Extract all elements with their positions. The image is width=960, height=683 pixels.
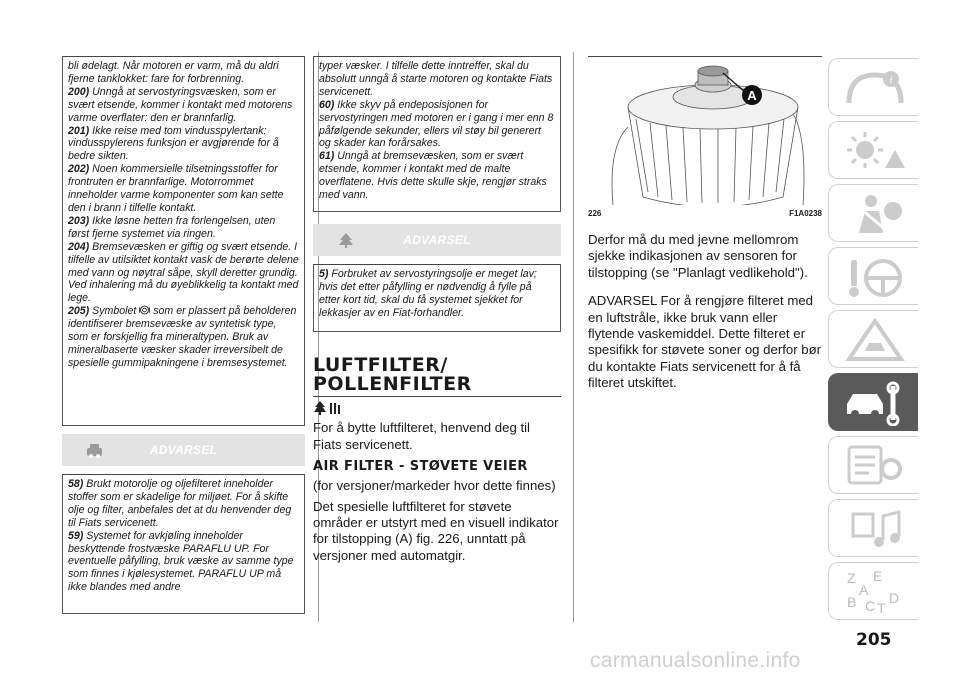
warning-header [313, 224, 561, 256]
tab-maintenance[interactable] [828, 373, 918, 431]
subheading: AIR FILTER - STØVETE VEIER [313, 459, 528, 475]
warning-lights-icon [843, 128, 907, 174]
caution-note: 201) Ikke reise med tom vindusspylertank: vindusspylerens funksjon er avgjørende for å bedre sikten. [68, 124, 279, 163]
air-filter-illustration [588, 57, 822, 205]
tab-starting[interactable] [828, 247, 918, 305]
svg-text:B: B [847, 594, 857, 610]
section-heading-line1: LUFTFILTER/ [313, 354, 448, 376]
warning-note: 59) Systemet for avkjøling inneholder beskyttende frostvæske PARAFLU UP. For eventuelle påfylling, bruk væske av samme type som finnes i kjølesystemet. PARAFLU UP må ikke blandes med andre [68, 529, 294, 594]
right-body [588, 232, 822, 392]
svg-text:D: D [889, 590, 900, 606]
body-text: ADVARSEL For å rengjøre filteret med en luftstråle, ikke bruk vann eller flytende vaskemiddel. Dette filteret er spesifikk for støvete soner og derfor bør du kontakte Fiats servicenett for å få filteret utskiftet. [588, 293, 822, 391]
tab-emergency[interactable] [828, 310, 918, 368]
note-number: 205) [68, 305, 90, 318]
technical-data-icon [843, 443, 907, 489]
svg-text:C: C [865, 598, 876, 614]
tab-multimedia[interactable] [828, 499, 918, 557]
note-number: 202) [68, 163, 90, 176]
note-number: 201) [68, 124, 90, 137]
svg-text:A: A [859, 582, 869, 598]
caution-notes-box [62, 56, 305, 426]
body-text: For å bytte luftfilteret, henvend deg til Fiats servicenett. [313, 420, 530, 452]
section-body [313, 400, 561, 564]
note-number: 200) [68, 85, 90, 98]
emergency-icon [843, 317, 907, 363]
column-separator [573, 52, 574, 622]
caution-notes-box [313, 56, 561, 212]
warning-note: 5) Forbruket av servostyringsolje er meget lav; hvis det etter påfylling er nødvendig å fylle på etter kort tid, skal du få systemet sjekket for lekkasjer av en Fiat-forhandler. [319, 268, 537, 319]
figure-number: 226 [588, 209, 602, 218]
body-text: Det spesielle luftfilteret for støvete områder er utstyrt med en visuell indikator for tilstopping (A) fig. 226, unntatt på versjoner med automatgir. [313, 498, 559, 563]
continued-text: typer væsker. I tilfelle dette inntreffer, skal du absolutt unngå å starte motoren og kontakte Fiats servicenett. [319, 60, 553, 98]
note-number: 60) [319, 98, 335, 111]
body-text: Derfor må du med jevne mellomrom sjekke indikasjonen av sensoren for tilstopping (se "Planlagt vedlikehold"). [588, 232, 808, 280]
body-text: (for versjoner/markeder hvor dette finnes) [313, 478, 556, 494]
caution-note: 202) Noen kommersielle tilsetningsstoffer for frontruten er brannfarlige. Motorrommet inneholder varme komponenter som kan sette den i brann i tilfelle kontakt. [68, 163, 284, 214]
brake-fluid-icon [139, 305, 150, 315]
svg-text:i: i [889, 74, 893, 86]
caution-note: 204) Bremsevæsken er giftig og svært etsende. I tilfelle av utilsiktet kontakt vask de berørte delene med vann og nøytral såpe, skyll deretter grundig. Ved inhalering må du øyeblikkelig ta kontakt med lege. [68, 240, 299, 305]
left-column [62, 56, 305, 614]
note-number: 58) [68, 478, 84, 490]
warning-box [313, 264, 561, 332]
caution-note: 60) Ikke skyv på endeposisjonen for servostyringen med motoren er i gang i mer enn 8 påfølgende sekunder, ellers vil støy bil generert og skader kan forårsakes. [319, 98, 554, 150]
caution-note: 200) Unngå at servostyringsvæsken, som er svært etsende, kommer i kontakt med motorens varme overflater: den er brannfarlig. [68, 85, 293, 124]
tab-technical-data[interactable] [828, 436, 918, 494]
dashboard-info-icon [843, 65, 907, 111]
watermark: carmanualsonline.info [590, 649, 801, 672]
callout-a: A [747, 88, 757, 103]
warning-title: ADVARSEL [403, 233, 471, 247]
svg-text:T: T [877, 600, 886, 615]
note-number: 61) [319, 150, 335, 163]
note-205: 205) Symbolet som er plassert på beholderen identifiserer bremsevæske av syntetisk type, som er forskjellig fra mineraltypen. Bruk av mineralbaserte væsker skader irreversibelt de spesielle gummipakningene i bremsesystemet. [68, 305, 297, 369]
right-column [588, 56, 822, 392]
section-heading-block [313, 356, 561, 397]
page-number: 205 [856, 630, 892, 650]
figure-caption [588, 209, 822, 218]
figure-air-filter [588, 56, 822, 205]
intro-text: bli ødelagt. Når motoren er varm, må du aldri fjerne tanklokket: fare for forbrenning. [68, 60, 279, 85]
middle-column [313, 56, 561, 564]
svg-text:E: E [873, 569, 883, 584]
tree-icon [313, 400, 343, 416]
maintenance-icon [843, 380, 907, 426]
warning-note: 58) Brukt motorolje og oljefilteret inneholder stoffer som er skadelige for miljøet. For å skifte olje og filter, anbefales det at du henvender deg til Fiats servicenett. [68, 478, 292, 529]
index-icon [843, 569, 907, 615]
starting-driving-icon [843, 254, 907, 300]
warning-box [62, 474, 305, 614]
note-number: 59) [68, 529, 84, 542]
chapter-tabs [828, 58, 918, 625]
tab-dashboard[interactable] [828, 58, 918, 116]
tab-safety[interactable] [828, 184, 918, 242]
multimedia-icon [843, 506, 907, 552]
section-heading-line2: POLLENFILTER [313, 373, 472, 395]
caution-note: 61) Unngå at bremsevæsken, som er svært etsende, kommer i kontakt med de malte overflatene. Hvis dette skulle skje, rengjør straks med vann. [319, 150, 547, 202]
svg-text:Z: Z [847, 570, 856, 586]
tab-index[interactable] [828, 562, 918, 620]
warning-title: ADVARSEL [149, 443, 218, 457]
warning-header [62, 434, 305, 466]
caution-note: 203) Ikke løsne hetten fra forlengelsen, uten først fjerne systemet via ringen. [68, 214, 276, 240]
figure-code: F1A0238 [789, 209, 822, 218]
tab-warning-lights[interactable] [828, 121, 918, 179]
safety-airbag-icon [843, 191, 907, 237]
note-number: 204) [68, 240, 90, 253]
note-number: 203) [68, 214, 90, 227]
